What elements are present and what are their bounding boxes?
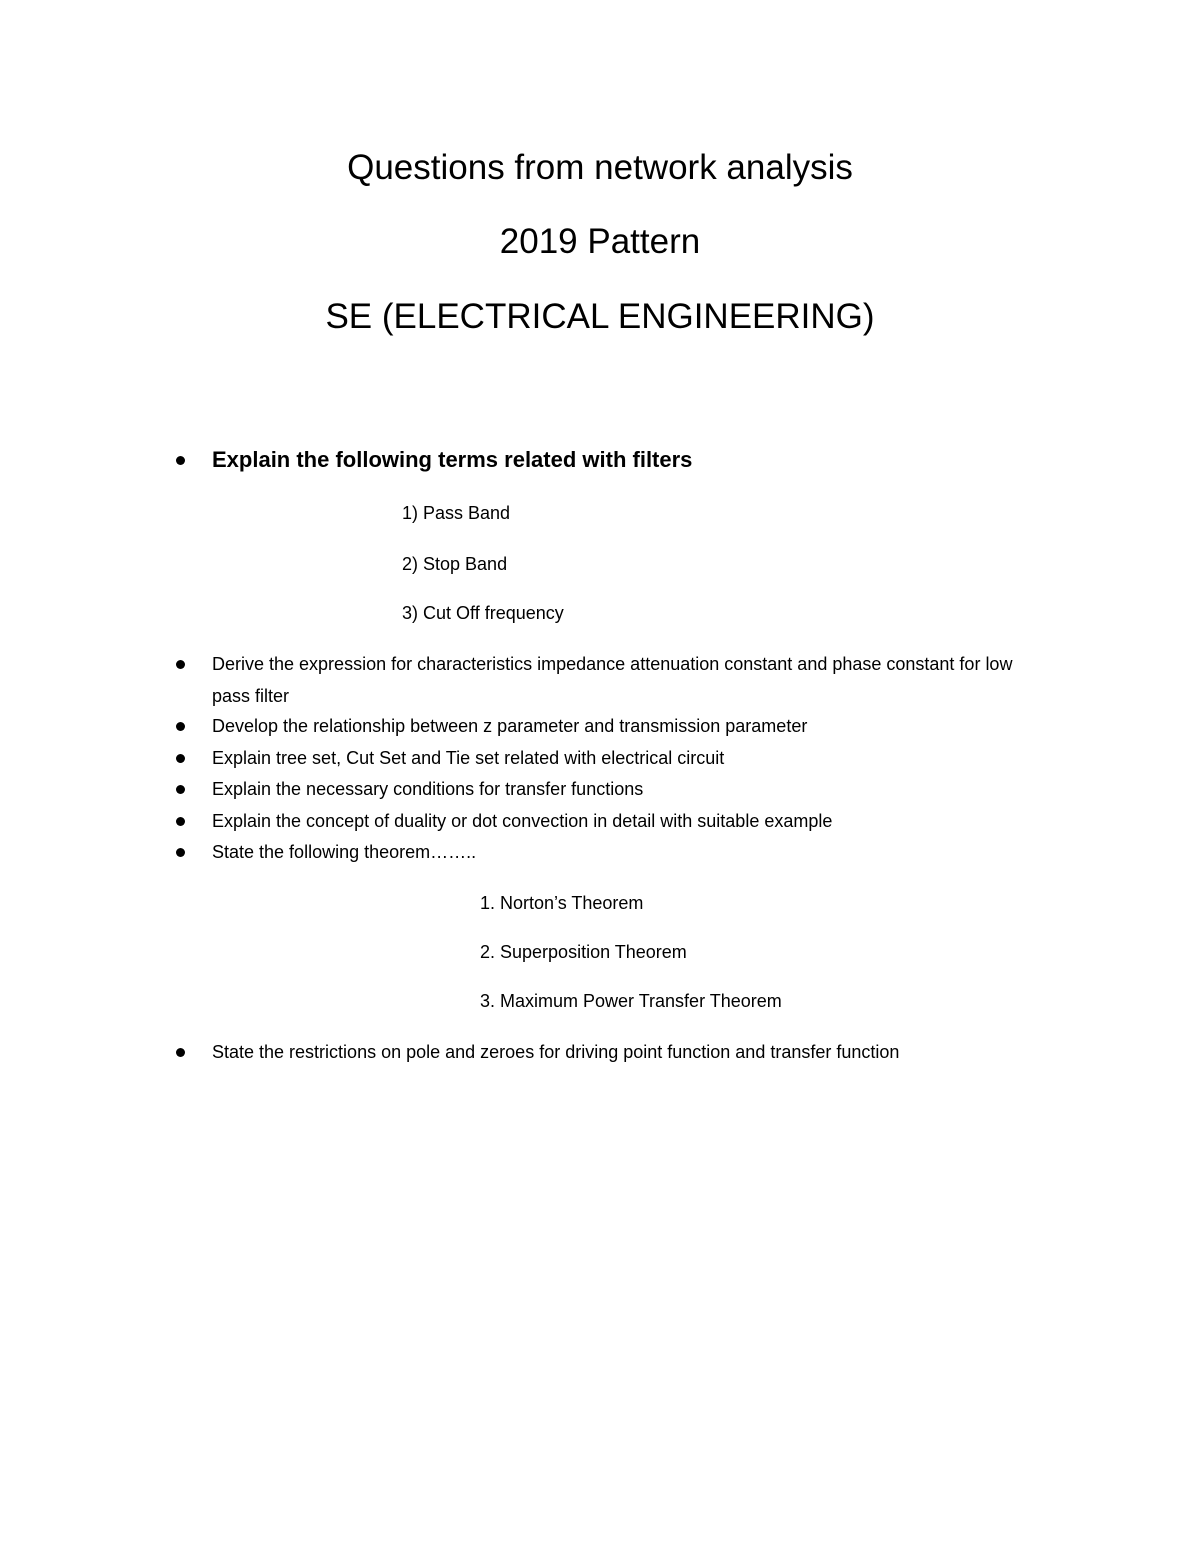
question-text: Develop the relationship between z parameter and transmission parameter <box>212 716 808 736</box>
document-pattern: 2019 Pattern <box>499 222 701 261</box>
question-text: Explain the concept of duality or dot convection in detail with suitable example <box>212 811 833 831</box>
list-item: 1) Pass Band <box>402 503 511 523</box>
bullet-icon <box>176 754 185 763</box>
document-title: Questions from network analysis <box>347 148 853 187</box>
bullet-icon <box>176 722 185 731</box>
bullet-icon <box>176 660 185 669</box>
question-text: Derive the expression for characteristics impedance attenuation constant and phase constant for low pass filter <box>212 654 1013 706</box>
document-course: SE (ELECTRICAL ENGINEERING) <box>325 297 875 336</box>
bullet-icon <box>176 848 185 857</box>
bullet-icon <box>176 817 185 826</box>
list-item: 2) Stop Band <box>402 554 508 574</box>
list-item: 3) Cut Off frequency <box>402 603 564 623</box>
question-text: Explain the following terms related with filters <box>212 447 693 472</box>
question-text: Explain the necessary conditions for transfer functions <box>212 779 644 799</box>
bullet-icon <box>176 785 185 794</box>
list-item: 1. Norton’s Theorem <box>480 893 644 913</box>
question-text: State the restrictions on pole and zeroes for driving point function and transfer function <box>212 1042 900 1062</box>
list-item: 3. Maximum Power Transfer Theorem <box>480 991 782 1011</box>
bullet-icon <box>176 456 185 465</box>
question-text: Explain tree set, Cut Set and Tie set related with electrical circuit <box>212 748 725 768</box>
list-item: 2. Superposition Theorem <box>480 942 687 962</box>
bullet-icon <box>176 1048 185 1057</box>
question-text: State the following theorem…….. <box>212 842 477 862</box>
